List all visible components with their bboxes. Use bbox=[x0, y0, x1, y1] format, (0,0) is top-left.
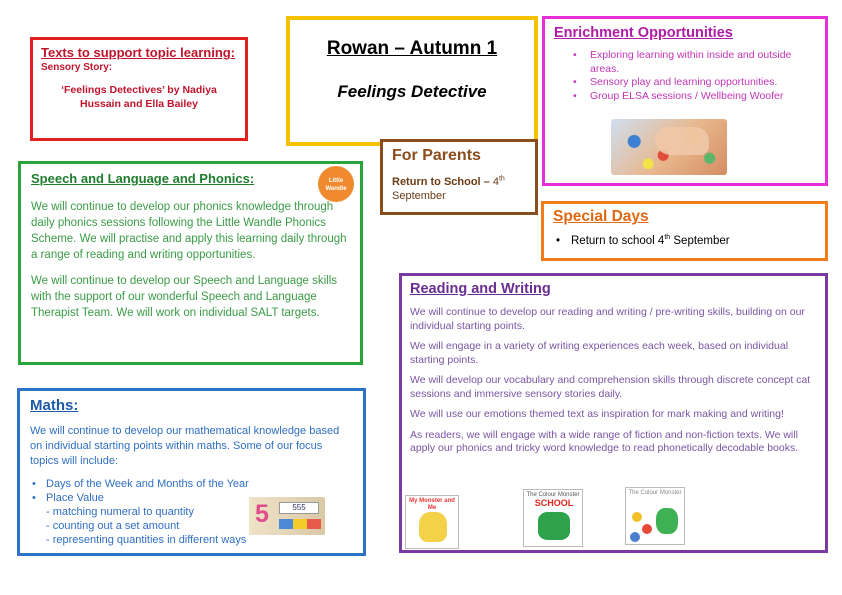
speech-box bbox=[18, 161, 363, 365]
monster-illustration bbox=[630, 532, 640, 542]
reading-para: We will use our emotions themed text as inspiration for mark making and writing! bbox=[410, 408, 784, 420]
parents-text bbox=[392, 175, 526, 203]
book-cover-title: SCHOOL bbox=[534, 498, 574, 508]
photo-numeral: 5 bbox=[255, 500, 269, 528]
photo-rods bbox=[279, 519, 321, 529]
special-day-text: Return to school 4 bbox=[571, 235, 665, 247]
list-item: • Exploring learning within inside and outside areas. bbox=[590, 49, 816, 76]
maths-intro: We will continue to develop our mathematical knowledge based on individual starting points within maths. Some of our focus topics will include: bbox=[30, 425, 340, 467]
book-cover-colour-monster bbox=[625, 487, 685, 545]
list-item: • Place Value bbox=[30, 491, 353, 505]
reading-heading: Reading and Writing bbox=[410, 281, 551, 297]
monster-illustration bbox=[419, 512, 447, 542]
parents-box bbox=[380, 139, 538, 215]
reading-para: We will develop our vocabulary and comprehension skills through discrete concept cat sessions and immersive sensory stories daily. bbox=[410, 374, 811, 400]
monster-illustration bbox=[642, 524, 652, 534]
page-title: Rowan – Autumn 1 bbox=[326, 38, 498, 59]
list-item: • Group ELSA sessions / Wellbeing Woofer bbox=[590, 90, 816, 104]
maths-resource-photo bbox=[249, 497, 325, 535]
page-subtitle: Feelings Detective bbox=[337, 82, 487, 101]
book-cover-my-monster bbox=[405, 495, 459, 549]
texts-box bbox=[30, 37, 248, 141]
special-days-box bbox=[541, 201, 828, 261]
speech-heading: Speech and Language and Phonics: bbox=[31, 171, 255, 186]
parents-month: September bbox=[392, 190, 446, 202]
list-item: • Days of the Week and Months of the Year bbox=[30, 477, 353, 491]
enrichment-list bbox=[590, 49, 816, 103]
enrichment-heading: Enrichment Opportunities bbox=[554, 25, 733, 41]
maths-box bbox=[17, 388, 366, 556]
monster-illustration bbox=[656, 508, 678, 534]
sensory-play-photo bbox=[611, 119, 727, 175]
monster-illustration bbox=[538, 512, 570, 540]
speech-para-1: We will continue to develop our phonics knowledge through daily phonics sessions following the Little Wandle Phonics Scheme. We will practise and apply this learning daily through a range of reading and writing opportunities. bbox=[31, 201, 347, 261]
monster-illustration bbox=[632, 512, 642, 522]
texts-book: ‘Feelings Detectives’ by Nadiya Hussain and Ella Bailey bbox=[61, 84, 217, 110]
parents-day-suffix: th bbox=[498, 175, 505, 183]
special-days-heading: Special Days bbox=[553, 208, 649, 225]
parents-label: Return to School – bbox=[392, 176, 493, 188]
photo-card: 555 bbox=[279, 502, 319, 514]
maths-heading: Maths: bbox=[30, 397, 79, 414]
book-cover-title: My Monster and Me bbox=[409, 498, 455, 511]
special-day-month: September bbox=[670, 235, 730, 247]
list-item: • Sensory play and learning opportunities. bbox=[590, 76, 816, 90]
reading-para: We will engage in a variety of writing experiences each week, based on individual starting points. bbox=[410, 340, 789, 366]
title-box bbox=[286, 16, 538, 146]
special-day-suffix: th bbox=[664, 234, 671, 242]
reading-para: As readers, we will engage with a wide range of fiction and non-fiction texts. We will apply our phonics and tricky word knowledge to read phonetically decodable books. bbox=[410, 428, 799, 454]
parents-day: 4 bbox=[492, 176, 499, 188]
speech-para-2: We will continue to develop our Speech and Language skills with the support of our wonderful Speech and Language Therapist Team. We will work on individual SALT targets. bbox=[31, 275, 338, 319]
little-wandle-logo: Little Wandle bbox=[318, 166, 354, 202]
texts-heading: Texts to support topic learning: bbox=[41, 45, 236, 60]
list-item bbox=[553, 235, 816, 247]
texts-subheading: Sensory Story: bbox=[41, 62, 113, 73]
enrichment-box bbox=[542, 16, 828, 186]
book-cover-series: The Colour Monster bbox=[526, 492, 580, 498]
parents-heading: For Parents bbox=[392, 147, 481, 164]
list-item: - matching numeral to quantity bbox=[46, 506, 194, 518]
list-item: - counting out a set amount bbox=[46, 520, 180, 532]
list-item: - representing quantities in different ways bbox=[46, 534, 247, 546]
book-cover-colour-monster-school bbox=[523, 489, 583, 547]
book-cover-title: The Colour Monster bbox=[628, 490, 682, 496]
reading-box bbox=[399, 273, 828, 553]
reading-para: We will continue to develop our reading and writing / pre-writing skills, building on our individual starting points. bbox=[410, 306, 805, 332]
